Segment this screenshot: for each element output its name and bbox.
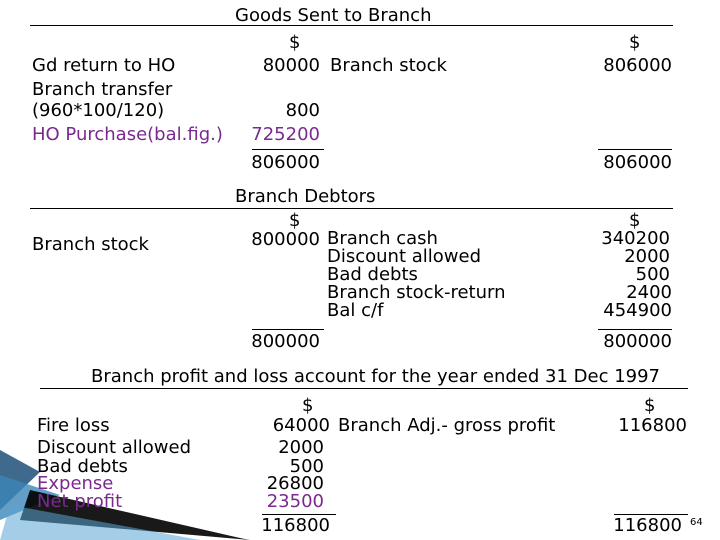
goods-sent-debit-currency: $ xyxy=(289,32,301,53)
goods-sent-debit-amount-3: 725200 xyxy=(251,124,320,145)
branch-pl-credit-amount: 116800 xyxy=(618,415,687,436)
branch-debtors-credit-amount-2: 2000 xyxy=(624,246,670,267)
goods-sent-debit-total-rule xyxy=(252,149,324,150)
branch-pl-debit-amount-2: 2000 xyxy=(278,437,324,458)
goods-sent-credit-total: 806000 xyxy=(603,152,672,173)
branch-debtors-credit-amount-1: 340200 xyxy=(601,228,670,249)
branch-pl-label-discount: Discount allowed xyxy=(37,437,192,458)
branch-debtors-credit-label-3: Bad debts xyxy=(327,264,418,285)
branch-debtors-credit-label-5: Bal c/f xyxy=(327,300,384,321)
branch-debtors-credit-label-2: Discount allowed xyxy=(327,246,482,267)
branch-pl-top-rule xyxy=(40,388,688,389)
branch-pl-credit-total: 116800 xyxy=(613,515,682,536)
branch-debtors-title: Branch Debtors xyxy=(235,186,376,207)
goods-sent-label-purchase: HO Purchase(bal.fig.) xyxy=(32,124,223,145)
branch-pl-label-fire-loss: Fire loss xyxy=(37,415,110,436)
goods-sent-label-calc: (960*100/120) xyxy=(32,100,165,121)
goods-sent-debit-total: 806000 xyxy=(251,152,320,173)
branch-pl-label-net-profit: Net profit xyxy=(37,491,123,512)
goods-sent-credit-total-rule xyxy=(598,149,672,150)
branch-debtors-credit-amount-3: 500 xyxy=(635,264,670,285)
branch-debtors-credit-label-1: Branch cash xyxy=(327,228,438,249)
goods-sent-debit-amount-1: 80000 xyxy=(262,55,320,76)
branch-pl-label-bad-debts: Bad debts xyxy=(37,456,128,477)
branch-pl-credit-label: Branch Adj.- gross profit xyxy=(338,415,556,436)
goods-sent-label-transfer: Branch transfer xyxy=(32,79,173,100)
goods-sent-debit-amount-2: 800 xyxy=(285,100,320,121)
goods-sent-credit-label: Branch stock xyxy=(330,55,447,76)
branch-pl-debit-amount-3: 500 xyxy=(289,456,324,477)
branch-debtors-debit-amount: 800000 xyxy=(251,229,320,250)
branch-debtors-top-rule xyxy=(30,208,673,209)
goods-sent-credit-amount: 806000 xyxy=(603,55,672,76)
branch-debtors-credit-total: 800000 xyxy=(603,331,672,352)
branch-debtors-credit-currency: $ xyxy=(629,210,641,231)
branch-debtors-debit-total: 800000 xyxy=(251,331,320,352)
branch-debtors-debit-total-rule xyxy=(252,329,324,330)
goods-sent-label-return: Gd return to HO xyxy=(32,55,176,76)
branch-pl-title: Branch profit and loss account for the year ended 31 Dec 1997 xyxy=(91,366,661,387)
branch-debtors-left-label: Branch stock xyxy=(32,234,149,255)
branch-debtors-credit-label-4: Branch stock-return xyxy=(327,282,506,303)
branch-pl-debit-amount-5: 23500 xyxy=(266,491,324,512)
branch-pl-debit-total: 116800 xyxy=(261,515,330,536)
branch-debtors-credit-amount-4: 2400 xyxy=(626,282,672,303)
goods-sent-credit-currency: $ xyxy=(629,32,641,53)
branch-pl-debit-currency: $ xyxy=(302,395,314,416)
goods-sent-title: Goods Sent to Branch xyxy=(235,5,432,26)
branch-pl-debit-amount-4: 26800 xyxy=(266,473,324,494)
page-number: 64 xyxy=(690,517,703,528)
branch-pl-debit-amount-1: 64000 xyxy=(272,415,330,436)
branch-pl-credit-currency: $ xyxy=(644,395,656,416)
branch-pl-label-expense: Expense xyxy=(37,473,114,494)
branch-debtors-credit-total-rule xyxy=(598,329,672,330)
branch-debtors-debit-currency: $ xyxy=(289,210,301,231)
branch-debtors-credit-amount-5: 454900 xyxy=(603,300,672,321)
